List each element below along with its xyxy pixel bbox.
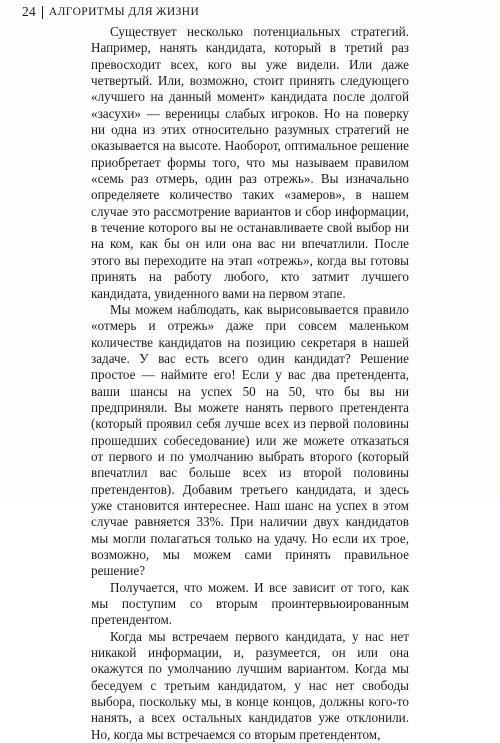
page-number: 24 [22, 4, 36, 19]
paragraph-second-candidate: Получается, что можем. И все зависит от того, как мы поступим со вторым проинтервьюированным претендентом. [91, 579, 409, 628]
running-header [22, 3, 199, 21]
paragraph-strategies: Существует несколько потенциальных стратегий. Например, нанять кандидата, который в третий раз превосходит всех, кого вы уже видели. Или даже четвертый. Или, возможно, стоит принять следующего «лучшего на данный момент» кандидата после долгой «засухи» — вереницы слабых игроков. Но на поверку ни одна из этих относительно разумных стратегий не оказывается на высоте. Наоборот, оптимальное решение приобретает формы того, что мы называем правилом «семь раз отмерь, один раз отрежь». Вы изначально определяете количество таких «замеров», в нашем случае это рассмотрение вариантов и сбор информации, в течение которого вы не останавливаете свой выбор ни на ком, как бы он или она вас ни впечатлили. После этого вы переходите на этап «отрежь», когда вы готовы принять на работу любого, кто затмит лучшего кандидата, увиденного вами на первом этапе. [91, 24, 409, 301]
paragraph-measure-rule: Мы можем наблюдать, как вырисовывается правило «отмерь и отрежь» даже при совсем маленьком количестве кандидатов на позицию секретаря в нашей задаче. У вас есть всего один кандидат? Решение простое — наймите его! Если у вас два претендента, ваши шансы на успех 50 на 50, что бы вы ни предприняли. Вы можете нанять первого претендента (который проявил себя лучше всех из первой половины прошедших собеседование) или же можете отказаться от первого и по умолчанию выбрать второго (который впечатлил вас больше всех из второй половины претендентов). Добавим третьего кандидата, и здесь уже становится интереснее. Наш шанс на успех в этом случае равняется 33%. При наличии двух кандидатов мы могли полагаться только на удачу. Но если их трое, возможно, мы можем сами принять правильное решение? [91, 301, 409, 579]
book-title: АЛГОРИТМЫ ДЛЯ ЖИЗНИ [48, 6, 200, 18]
body-text [91, 24, 409, 743]
header-divider [42, 6, 43, 19]
paragraph-first-candidate: Когда мы встречаем первого кандидата, у нас нет никакой информации, и, разумеется, он или она окажутся по умолчанию лучшим вариантом. Когда мы беседуем с третьим кандидатом, у нас нет свободы выбора, поскольку мы, в конце концов, должны кого-то нанять, а всех остальных кандидатов уже отклонили. Но, когда мы встречаемся со вторым претендентом, [91, 628, 409, 742]
